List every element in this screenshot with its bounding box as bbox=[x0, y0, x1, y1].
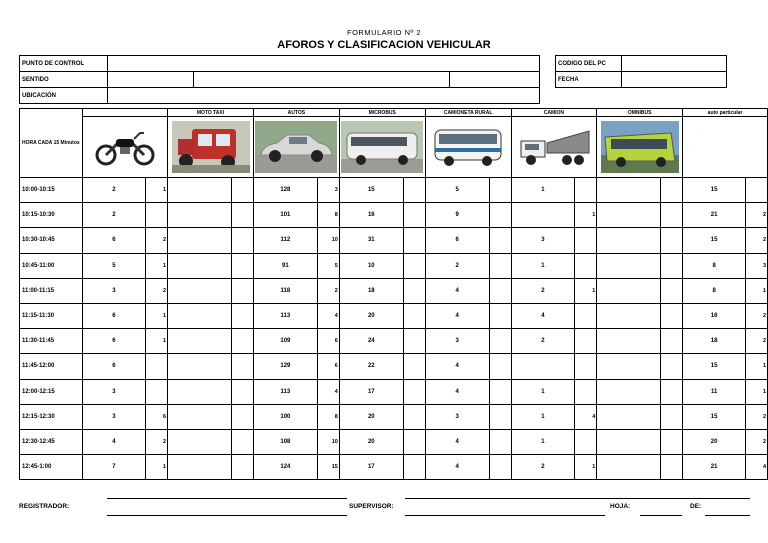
sub-count-cell[interactable] bbox=[575, 379, 597, 404]
count-cell[interactable]: 15 bbox=[683, 228, 746, 253]
count-cell[interactable]: 5 bbox=[82, 253, 146, 278]
count-cell[interactable]: 1 bbox=[511, 404, 575, 429]
count-cell[interactable] bbox=[168, 228, 232, 253]
count-cell[interactable]: 15 bbox=[339, 178, 403, 203]
count-cell[interactable] bbox=[597, 228, 661, 253]
category-header bbox=[82, 109, 167, 117]
sub-count-cell[interactable] bbox=[403, 455, 425, 480]
fecha-label: FECHA bbox=[556, 72, 622, 88]
sub-count-cell[interactable] bbox=[403, 354, 425, 379]
count-cell[interactable]: 4 bbox=[425, 455, 489, 480]
count-cell[interactable] bbox=[168, 303, 232, 328]
sub-count-cell[interactable] bbox=[661, 379, 683, 404]
count-cell[interactable] bbox=[597, 303, 661, 328]
ubicacion-label: UBICACIÓN bbox=[20, 88, 108, 104]
sub-count-cell[interactable]: 2 bbox=[746, 203, 768, 228]
sub-count-cell[interactable]: 1 bbox=[746, 278, 768, 303]
sub-count-cell[interactable] bbox=[231, 203, 253, 228]
sub-count-cell[interactable] bbox=[489, 455, 511, 480]
sub-count-cell[interactable]: 5 bbox=[317, 253, 339, 278]
count-cell[interactable] bbox=[168, 329, 232, 354]
sub-count-cell[interactable]: 15 bbox=[317, 455, 339, 480]
count-cell[interactable]: 6 bbox=[82, 329, 146, 354]
registrador-label: REGISTRADOR: bbox=[19, 503, 70, 510]
sub-count-cell[interactable] bbox=[403, 329, 425, 354]
count-cell[interactable] bbox=[597, 404, 661, 429]
sub-count-cell[interactable]: 6 bbox=[317, 354, 339, 379]
sub-count-cell[interactable]: 6 bbox=[317, 329, 339, 354]
sub-count-cell[interactable] bbox=[403, 203, 425, 228]
sub-count-cell[interactable] bbox=[403, 429, 425, 454]
count-cell[interactable] bbox=[168, 429, 232, 454]
sentido-label: SENTIDO bbox=[20, 72, 108, 88]
sub-count-cell[interactable] bbox=[489, 329, 511, 354]
count-cell[interactable]: 11 bbox=[683, 379, 746, 404]
form-title: AFOROS Y CLASIFICACION VEHICULAR bbox=[277, 39, 491, 51]
sub-count-cell[interactable]: 1 bbox=[146, 178, 168, 203]
vehicle-count-table bbox=[19, 108, 768, 480]
form-number: FORMULARIO Nº 2 bbox=[347, 28, 421, 37]
count-cell[interactable]: 3 bbox=[82, 379, 146, 404]
category-header: auto particular bbox=[683, 109, 768, 117]
count-cell[interactable] bbox=[597, 354, 661, 379]
sub-count-cell[interactable] bbox=[231, 178, 253, 203]
count-cell[interactable]: 15 bbox=[683, 354, 746, 379]
fecha-value[interactable] bbox=[622, 72, 727, 88]
sub-count-cell[interactable] bbox=[575, 354, 597, 379]
time-interval-cell: 11:00-11:15 bbox=[20, 278, 83, 303]
count-cell[interactable]: 22 bbox=[339, 354, 403, 379]
sentido-value-c[interactable] bbox=[450, 72, 540, 88]
sub-count-cell[interactable] bbox=[575, 429, 597, 454]
empty-picture-cell bbox=[683, 117, 768, 178]
punto-label: PUNTO DE CONTROL bbox=[20, 56, 108, 72]
bus-icon bbox=[597, 117, 683, 178]
count-cell[interactable] bbox=[597, 253, 661, 278]
time-interval-header: HORA CADA 15 Minutos bbox=[20, 109, 83, 178]
sub-count-cell[interactable] bbox=[403, 278, 425, 303]
count-cell[interactable] bbox=[597, 178, 661, 203]
count-cell[interactable] bbox=[168, 253, 232, 278]
count-cell[interactable]: 118 bbox=[253, 278, 317, 303]
sub-count-cell[interactable]: 3 bbox=[317, 178, 339, 203]
sub-count-cell[interactable] bbox=[489, 354, 511, 379]
count-cell[interactable] bbox=[597, 429, 661, 454]
count-cell[interactable]: 1 bbox=[511, 253, 575, 278]
sub-count-cell[interactable] bbox=[489, 379, 511, 404]
count-cell[interactable]: 3 bbox=[511, 228, 575, 253]
table-row bbox=[20, 228, 768, 253]
count-cell[interactable]: 3 bbox=[82, 278, 146, 303]
sub-count-cell[interactable] bbox=[489, 404, 511, 429]
sub-count-cell[interactable]: 4 bbox=[317, 379, 339, 404]
sub-count-cell[interactable] bbox=[489, 303, 511, 328]
category-header: CAMIONETA RURAL bbox=[425, 109, 511, 117]
control-info-table bbox=[19, 55, 727, 104]
time-interval-cell: 10:00-10:15 bbox=[20, 178, 83, 203]
count-cell[interactable]: 17 bbox=[339, 455, 403, 480]
sub-count-cell[interactable] bbox=[489, 203, 511, 228]
count-cell[interactable]: 21 bbox=[683, 455, 746, 480]
sentido-value-b[interactable] bbox=[194, 72, 450, 88]
sub-count-cell[interactable]: 1 bbox=[146, 303, 168, 328]
count-cell[interactable]: 112 bbox=[253, 228, 317, 253]
sub-count-cell[interactable]: 1 bbox=[575, 278, 597, 303]
sub-count-cell[interactable] bbox=[661, 203, 683, 228]
codigo-label: CODIGO DEL PC bbox=[556, 56, 622, 72]
sub-count-cell[interactable]: 1 bbox=[746, 354, 768, 379]
count-cell[interactable]: 4 bbox=[425, 379, 489, 404]
table-row bbox=[20, 354, 768, 379]
count-cell[interactable]: 1 bbox=[511, 379, 575, 404]
sub-count-cell[interactable] bbox=[231, 303, 253, 328]
time-interval-cell: 12:15-12:30 bbox=[20, 404, 83, 429]
sentido-value-a[interactable] bbox=[108, 72, 194, 88]
time-interval-cell: 12:00-12:15 bbox=[20, 379, 83, 404]
sub-count-cell[interactable] bbox=[661, 303, 683, 328]
count-cell[interactable]: 3 bbox=[82, 404, 146, 429]
sub-count-cell[interactable] bbox=[661, 178, 683, 203]
count-cell[interactable]: 6 bbox=[82, 354, 146, 379]
sub-count-cell[interactable] bbox=[231, 354, 253, 379]
sub-count-cell[interactable] bbox=[403, 379, 425, 404]
sub-count-cell[interactable] bbox=[146, 379, 168, 404]
count-cell[interactable]: 6 bbox=[82, 228, 146, 253]
sub-count-cell[interactable] bbox=[489, 253, 511, 278]
time-interval-cell: 11:45-12:00 bbox=[20, 354, 83, 379]
count-cell[interactable]: 7 bbox=[82, 455, 146, 480]
count-cell[interactable]: 128 bbox=[253, 178, 317, 203]
punto-value[interactable] bbox=[108, 56, 540, 72]
sub-count-cell[interactable] bbox=[661, 354, 683, 379]
count-cell[interactable] bbox=[597, 203, 661, 228]
count-cell[interactable]: 8 bbox=[683, 253, 746, 278]
sub-count-cell[interactable]: 2 bbox=[317, 278, 339, 303]
count-cell[interactable]: 20 bbox=[683, 429, 746, 454]
count-cell[interactable] bbox=[597, 379, 661, 404]
ubicacion-value[interactable] bbox=[108, 88, 540, 104]
sub-count-cell[interactable] bbox=[146, 354, 168, 379]
count-cell[interactable]: 108 bbox=[253, 429, 317, 454]
sub-count-cell[interactable]: 8 bbox=[317, 404, 339, 429]
count-cell[interactable]: 31 bbox=[339, 228, 403, 253]
sub-count-cell[interactable] bbox=[403, 228, 425, 253]
count-cell[interactable]: 24 bbox=[339, 329, 403, 354]
sub-count-cell[interactable] bbox=[661, 228, 683, 253]
count-cell[interactable]: 18 bbox=[683, 329, 746, 354]
sub-count-cell[interactable] bbox=[231, 228, 253, 253]
count-cell[interactable]: 4 bbox=[511, 303, 575, 328]
count-cell[interactable]: 20 bbox=[339, 429, 403, 454]
time-interval-cell: 12:45-1:00 bbox=[20, 455, 83, 480]
sub-count-cell[interactable] bbox=[661, 253, 683, 278]
count-cell[interactable] bbox=[168, 455, 232, 480]
sub-count-cell[interactable]: 2 bbox=[746, 404, 768, 429]
count-cell[interactable]: 16 bbox=[683, 303, 746, 328]
table-row bbox=[20, 455, 768, 480]
count-cell[interactable]: 109 bbox=[253, 329, 317, 354]
count-cell[interactable]: 2 bbox=[511, 278, 575, 303]
sub-count-cell[interactable]: 4 bbox=[746, 455, 768, 480]
count-cell[interactable]: 4 bbox=[82, 429, 146, 454]
sub-count-cell[interactable] bbox=[403, 303, 425, 328]
time-interval-cell: 10:30-10:45 bbox=[20, 228, 83, 253]
count-cell[interactable]: 9 bbox=[425, 203, 489, 228]
count-cell[interactable]: 91 bbox=[253, 253, 317, 278]
sub-count-cell[interactable]: 10 bbox=[317, 228, 339, 253]
sub-count-cell[interactable] bbox=[746, 178, 768, 203]
count-cell[interactable]: 4 bbox=[425, 278, 489, 303]
count-cell[interactable]: 6 bbox=[425, 228, 489, 253]
count-cell[interactable] bbox=[597, 278, 661, 303]
count-cell[interactable]: 5 bbox=[425, 178, 489, 203]
minibus-icon bbox=[339, 117, 425, 178]
sub-count-cell[interactable] bbox=[231, 278, 253, 303]
count-cell[interactable]: 3 bbox=[425, 404, 489, 429]
sub-count-cell[interactable] bbox=[661, 429, 683, 454]
count-cell[interactable] bbox=[511, 354, 575, 379]
sub-count-cell[interactable] bbox=[489, 278, 511, 303]
sub-count-cell[interactable] bbox=[575, 228, 597, 253]
count-cell[interactable]: 4 bbox=[425, 429, 489, 454]
category-header: AUTOS bbox=[253, 109, 339, 117]
count-cell[interactable]: 4 bbox=[425, 354, 489, 379]
hoja-label: HOJA: bbox=[610, 503, 631, 510]
table-row bbox=[20, 404, 768, 429]
sub-count-cell[interactable]: 1 bbox=[575, 455, 597, 480]
count-cell[interactable] bbox=[168, 404, 232, 429]
count-cell[interactable]: 20 bbox=[339, 404, 403, 429]
sub-count-cell[interactable]: 1 bbox=[746, 379, 768, 404]
supervisor-label: SUPERVISOR: bbox=[349, 503, 394, 510]
sub-count-cell[interactable]: 1 bbox=[146, 455, 168, 480]
count-cell[interactable] bbox=[597, 329, 661, 354]
table-row bbox=[20, 253, 768, 278]
table-row bbox=[20, 379, 768, 404]
sub-count-cell[interactable]: 8 bbox=[317, 203, 339, 228]
sub-count-cell[interactable] bbox=[489, 228, 511, 253]
sub-count-cell[interactable]: 2 bbox=[746, 329, 768, 354]
sub-count-cell[interactable] bbox=[231, 253, 253, 278]
count-cell[interactable]: 16 bbox=[339, 203, 403, 228]
sub-count-cell[interactable]: 1 bbox=[146, 253, 168, 278]
count-cell[interactable]: 6 bbox=[82, 303, 146, 328]
count-cell[interactable]: 113 bbox=[253, 379, 317, 404]
count-cell[interactable] bbox=[168, 354, 232, 379]
sub-count-cell[interactable] bbox=[575, 303, 597, 328]
count-cell[interactable] bbox=[597, 455, 661, 480]
count-cell[interactable]: 10 bbox=[339, 253, 403, 278]
sub-count-cell[interactable]: 4 bbox=[317, 303, 339, 328]
count-cell[interactable]: 1 bbox=[511, 178, 575, 203]
count-cell[interactable]: 113 bbox=[253, 303, 317, 328]
sub-count-cell[interactable]: 2 bbox=[146, 228, 168, 253]
count-cell[interactable]: 1 bbox=[511, 429, 575, 454]
sub-count-cell[interactable] bbox=[489, 178, 511, 203]
count-cell[interactable]: 101 bbox=[253, 203, 317, 228]
time-interval-cell: 11:30-11:45 bbox=[20, 329, 83, 354]
de-label: DE: bbox=[690, 503, 702, 510]
sub-count-cell[interactable] bbox=[661, 329, 683, 354]
count-cell[interactable]: 2 bbox=[425, 253, 489, 278]
sub-count-cell[interactable]: 2 bbox=[146, 278, 168, 303]
count-cell[interactable]: 20 bbox=[339, 303, 403, 328]
sub-count-cell[interactable]: 4 bbox=[575, 404, 597, 429]
sub-count-cell[interactable] bbox=[575, 253, 597, 278]
sub-count-cell[interactable] bbox=[231, 379, 253, 404]
sub-count-cell[interactable]: 1 bbox=[146, 329, 168, 354]
category-header: MOTO TAXI bbox=[168, 109, 254, 117]
sub-count-cell[interactable] bbox=[231, 329, 253, 354]
category-header: OMNIBUS bbox=[597, 109, 683, 117]
count-cell[interactable]: 15 bbox=[683, 178, 746, 203]
count-cell[interactable]: 15 bbox=[683, 404, 746, 429]
sub-count-cell[interactable]: 2 bbox=[146, 429, 168, 454]
table-row bbox=[20, 178, 768, 203]
sub-count-cell[interactable]: 6 bbox=[146, 404, 168, 429]
rural-van-icon bbox=[425, 117, 511, 178]
motorcycle-icon bbox=[82, 117, 167, 178]
truck-icon bbox=[511, 117, 597, 178]
sub-count-cell[interactable] bbox=[231, 455, 253, 480]
count-cell[interactable] bbox=[168, 278, 232, 303]
time-interval-cell: 11:15-11:30 bbox=[20, 303, 83, 328]
sub-count-cell[interactable]: 3 bbox=[746, 253, 768, 278]
count-cell[interactable]: 18 bbox=[339, 278, 403, 303]
sub-count-cell[interactable]: 10 bbox=[317, 429, 339, 454]
count-cell[interactable]: 2 bbox=[82, 178, 146, 203]
count-cell[interactable] bbox=[168, 203, 232, 228]
sub-count-cell[interactable]: 2 bbox=[746, 303, 768, 328]
sub-count-cell[interactable]: 2 bbox=[746, 228, 768, 253]
count-cell[interactable] bbox=[168, 178, 232, 203]
count-cell[interactable]: 8 bbox=[683, 278, 746, 303]
codigo-value[interactable] bbox=[622, 56, 727, 72]
sub-count-cell[interactable] bbox=[231, 429, 253, 454]
category-header: CAMION bbox=[511, 109, 597, 117]
sub-count-cell[interactable] bbox=[146, 203, 168, 228]
table-row bbox=[20, 429, 768, 454]
table-row bbox=[20, 278, 768, 303]
table-row bbox=[20, 303, 768, 328]
sub-count-cell[interactable] bbox=[661, 455, 683, 480]
category-header: MICROBUS bbox=[339, 109, 425, 117]
count-cell[interactable] bbox=[168, 379, 232, 404]
sub-count-cell[interactable]: 1 bbox=[575, 203, 597, 228]
car-icon bbox=[253, 117, 339, 178]
sub-count-cell[interactable] bbox=[575, 329, 597, 354]
table-row bbox=[20, 329, 768, 354]
table-row bbox=[20, 203, 768, 228]
sub-count-cell[interactable] bbox=[661, 404, 683, 429]
sub-count-cell[interactable]: 2 bbox=[746, 429, 768, 454]
sub-count-cell[interactable] bbox=[403, 253, 425, 278]
count-cell[interactable]: 21 bbox=[683, 203, 746, 228]
count-cell[interactable]: 2 bbox=[511, 455, 575, 480]
count-cell[interactable]: 3 bbox=[425, 329, 489, 354]
time-interval-cell: 12:30-12:45 bbox=[20, 429, 83, 454]
sub-count-cell[interactable] bbox=[661, 278, 683, 303]
sub-count-cell[interactable] bbox=[403, 404, 425, 429]
count-cell[interactable]: 124 bbox=[253, 455, 317, 480]
sub-count-cell[interactable] bbox=[231, 404, 253, 429]
count-cell[interactable]: 4 bbox=[425, 303, 489, 328]
count-cell[interactable] bbox=[511, 203, 575, 228]
count-cell[interactable]: 2 bbox=[511, 329, 575, 354]
sub-count-cell[interactable] bbox=[489, 429, 511, 454]
sub-count-cell[interactable] bbox=[403, 178, 425, 203]
count-cell[interactable]: 2 bbox=[82, 203, 146, 228]
mototaxi-icon bbox=[168, 117, 254, 178]
count-cell[interactable]: 100 bbox=[253, 404, 317, 429]
count-cell[interactable]: 129 bbox=[253, 354, 317, 379]
time-interval-cell: 10:45-11:00 bbox=[20, 253, 83, 278]
time-interval-cell: 10:15-10:30 bbox=[20, 203, 83, 228]
sub-count-cell[interactable] bbox=[575, 178, 597, 203]
count-cell[interactable]: 17 bbox=[339, 379, 403, 404]
